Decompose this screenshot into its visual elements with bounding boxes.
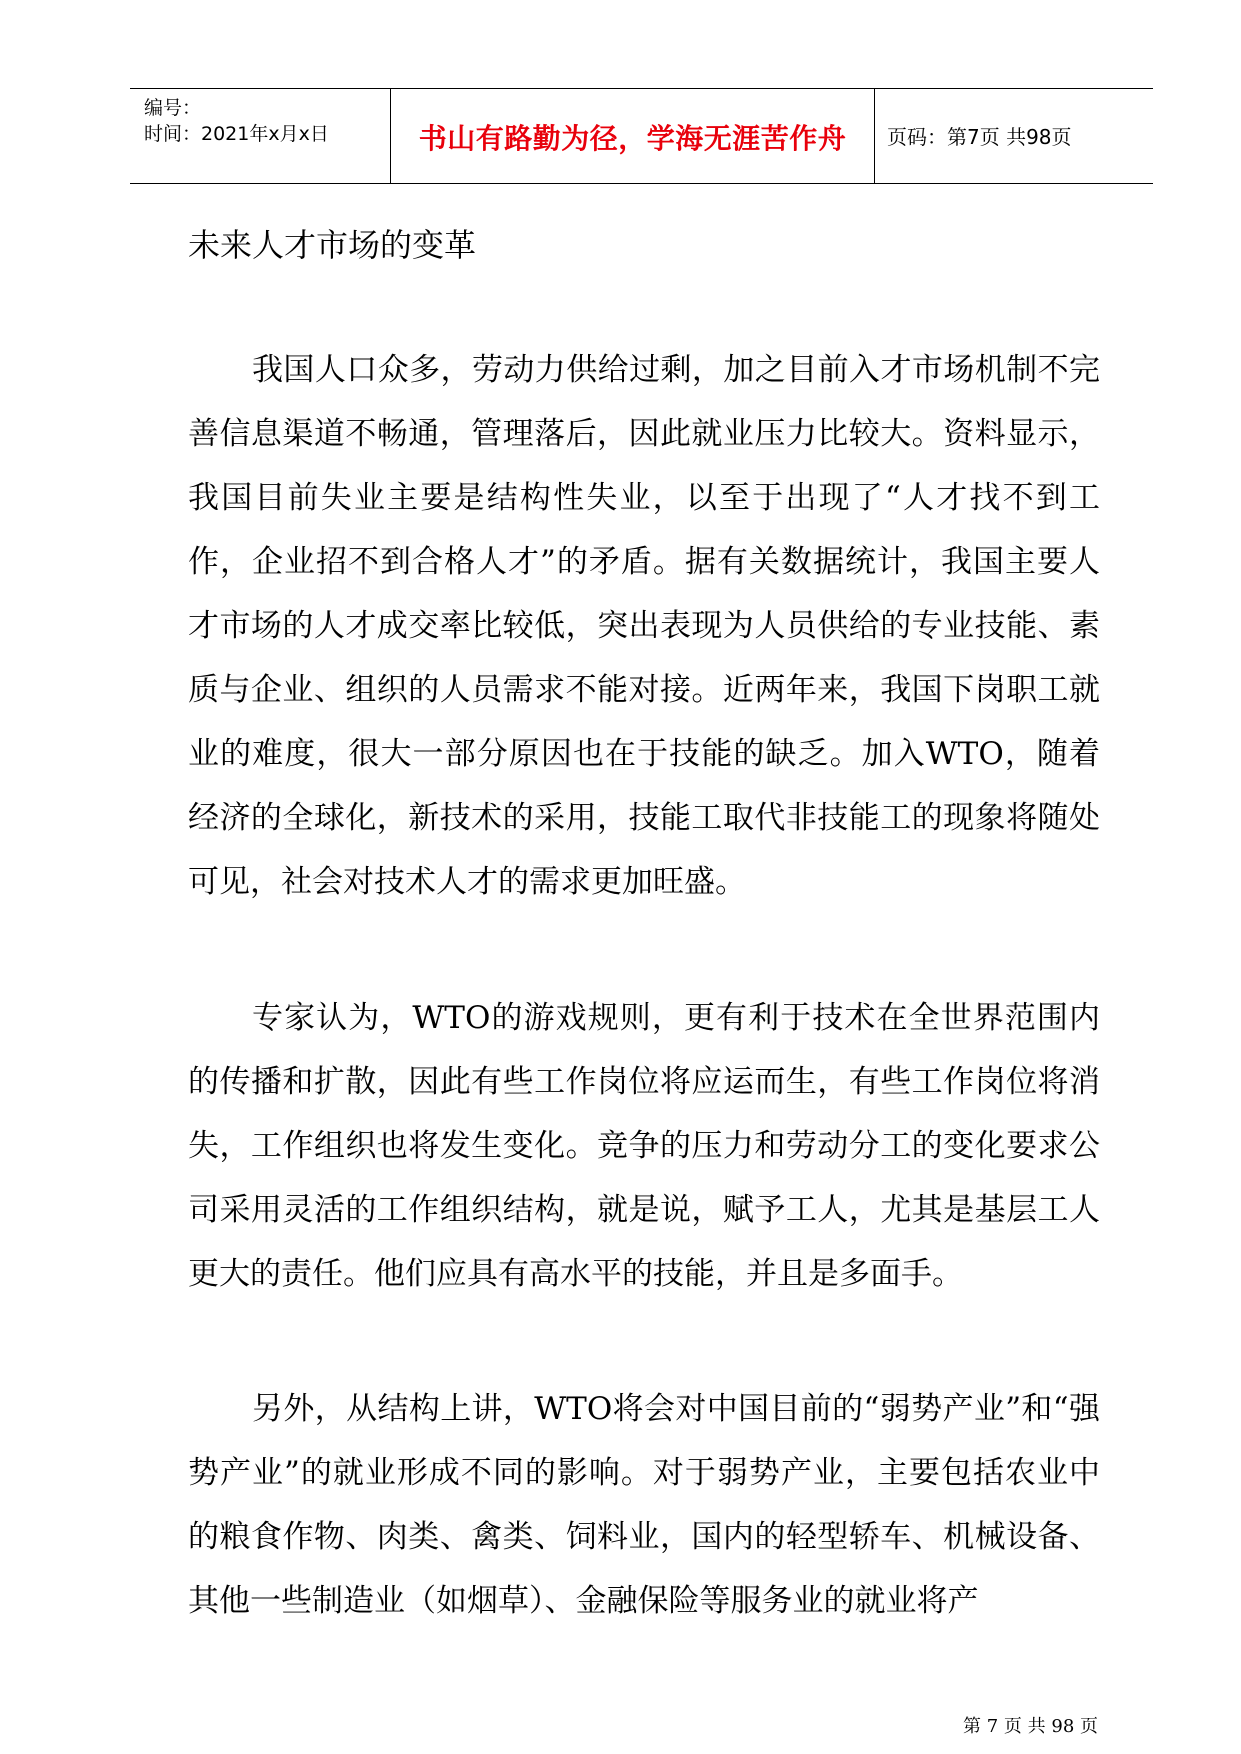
document-number-label: 编号：: [144, 97, 202, 119]
page-header: [130, 88, 1153, 184]
body-paragraph-2: 专家认为，WTO的游戏规则，更有利于技术在全世界范围内的传播和扩散，因此有些工作岗位将应运而生，有些工作岗位将消失，工作组织也将发生变化。竞争的压力和劳动分工的变化要求公司采用灵活的工作组织结构，就是说，赋予工人，尤其是基层工人更大的责任。他们应具有高水平的技能，并且是多面手。: [188, 1000, 1100, 1292]
header-motto: 书山有路勤为径，学海无涯苦作舟: [418, 122, 847, 155]
document-title: 未来人才市场的变革: [188, 226, 477, 264]
body-paragraph-3: 另外，从结构上讲，WTO将会对中国目前的“弱势产业”和“强势产业”的就业形成不同的影响。对于弱势产业，主要包括农业中的粮食作物、肉类、禽类、饲料业，国内的轻型轿车、机械设备、其他一些制造业（如烟草）、金融保险等服务业的就业将产: [188, 1391, 1100, 1619]
body-paragraph-1: 我国人口众多，劳动力供给过剩，加之目前入才市场机制不完善信息渠道不畅通，管理落后，因此就业压力比较大。资料显示，我国目前失业主要是结构性失业，以至于出现了“人才找不到工作，企业招不到合格人才”的矛盾。据有关数据统计，我国主要人才市场的人才成交率比较低，突出表现为人员供给的专业技能、素质与企业、组织的人员需求不能对接。近两年来，我国下岗职工就业的难度，很大一部分原因也在于技能的缺乏。加入WTO，随着经济的全球化，新技术的采用，技能工取代非技能工的现象将随处可见，社会对技术人才的需求更加旺盛。: [188, 352, 1100, 900]
header-page-cell: [875, 89, 1153, 183]
header-motto-cell: [391, 89, 875, 183]
document-time-label: 时间：2021年x月x日: [144, 123, 329, 145]
footer-page-number: 第 7 页 共 98 页: [963, 1716, 1098, 1737]
header-info-cell: [130, 89, 391, 183]
header-page-number: 页码：第7页 共98页: [887, 125, 1072, 149]
